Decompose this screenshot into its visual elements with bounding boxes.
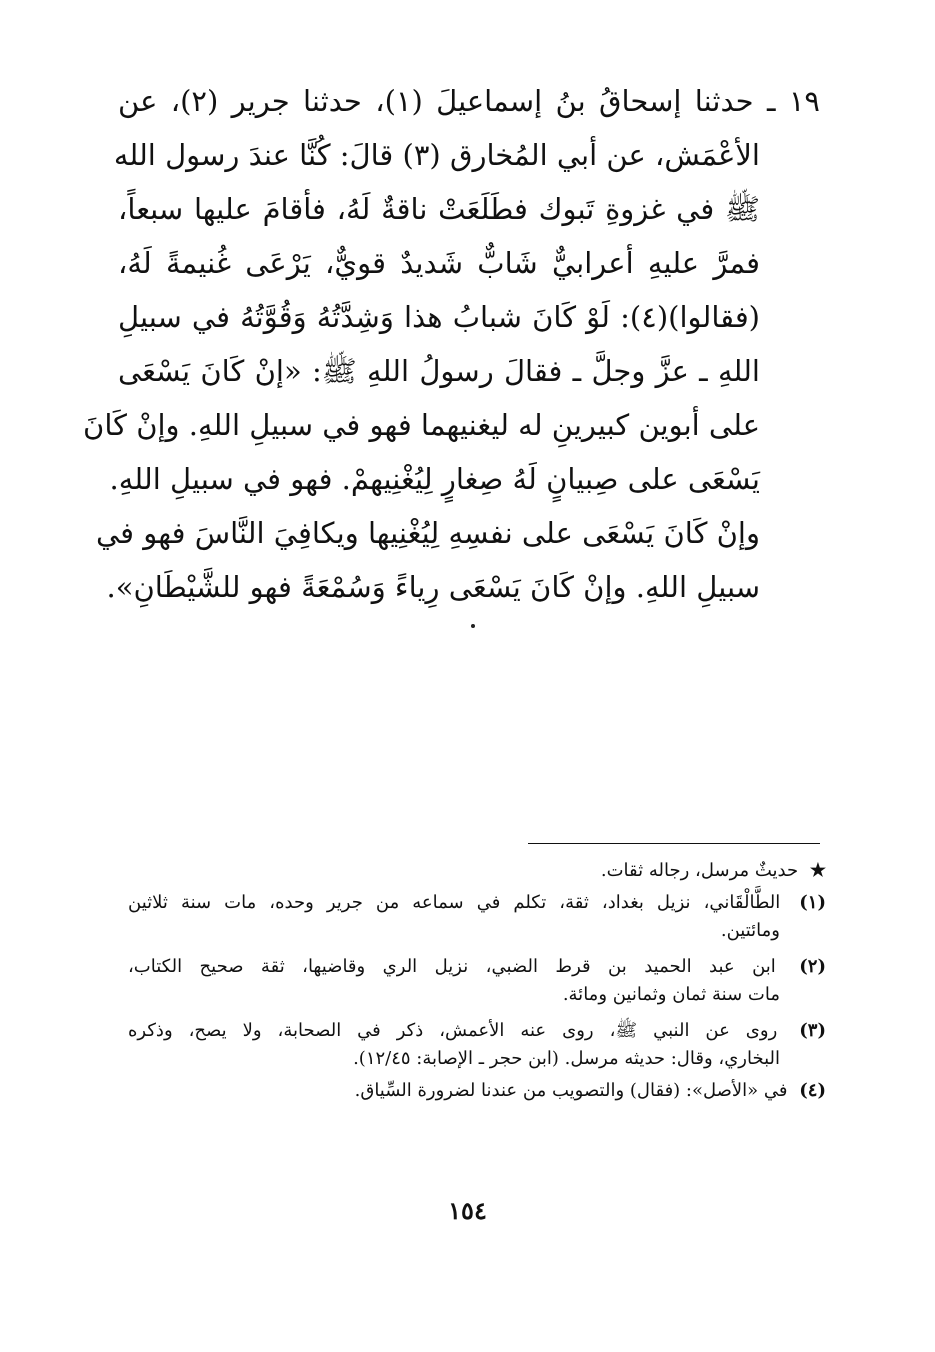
hadith-line: فمرَّ عليهِ أعرابيٌّ شَابٌّ شَديدٌ قويٌّ، يَرْعَى غُنيمةً لَهُ، <box>118 246 760 280</box>
hadith-line: ﷺ في غزوةِ تَبوك فطَلَعَتْ ناقةٌ لَهُ، فأقامَ عليها سبعاً، <box>118 192 760 226</box>
hadith-line: اللهِ ـ عزَّ وجلَّ ـ فقالَ رسولُ اللهِ ﷺ: «إنْ كَانَ يَسْعَى <box>118 354 760 388</box>
footnote-marker: (٢) <box>799 956 826 977</box>
footnote-4 <box>128 1077 826 1105</box>
hadith-line: (فقالوا)(٤): لَوْ كَانَ شبابُ هذا وَشِدَّتُهُ وَقُوَّتُهُ في سبيلِ <box>118 300 760 334</box>
footnote-star <box>128 857 826 885</box>
footnote-text: في «الأصل»: (فقال) والتصويب من عندنا لضرورة السِّياق. <box>354 1080 788 1101</box>
hadith-line: على أبوين كبيرينِ له ليغنيهما فهو في سبيلِ اللهِ. وإنْ كَانَ <box>83 408 760 442</box>
footnote-2-cont: مات سنة ثمان وثمانين ومائة. <box>562 984 780 1005</box>
hadith-line: وإنْ كَانَ يَسْعَى على نفسِهِ لِيُغْنِيها ويكافِيَ النَّاسَ فهو في <box>96 516 760 550</box>
footnote-3-cont: البخاري، وقال: حديثه مرسل. (ابن حجر ـ الإصابة: ١٢/٤٥). <box>353 1048 780 1069</box>
footnote-text: روى عن النبي ﷺ، روى عنه الأعمش، ذكر في الصحابة، ولا يصح، وذكره <box>128 1020 778 1041</box>
hadith-line: يَسْعَى على صِبيانٍ لَهُ صِغارٍ لِيُغْنِيهمْ. فهو في سبيلِ اللهِ. <box>109 462 760 496</box>
page-number: ١٥٤ <box>448 1196 487 1225</box>
footnote-text: الطَّالْقَاني، نزيل بغداد، ثقة، تكلم في سماعه من جرير وحده، مات سنة ثلاثين <box>128 892 781 913</box>
footnote-marker: (٣) <box>799 1020 826 1041</box>
hadith-line: ١٩ ـ حدثنا إسحاقُ بنُ إسماعيلَ (١)، حدثنا جرير (٢)، عن <box>118 84 820 118</box>
footnote-marker: (١) <box>799 892 826 913</box>
footnote-star-text: حديثٌ مرسل، رجاله ثقات. <box>600 860 799 881</box>
footnotes <box>128 857 826 1105</box>
hadith-text <box>83 74 820 614</box>
footnote-1 <box>128 889 826 917</box>
footnote-marker: (٤) <box>799 1080 826 1101</box>
hadith-line: الأعْمَش، عن أبي المُخارق (٣) قالَ: كُنَّا عندَ رسول الله <box>113 138 760 172</box>
footnote-separator <box>528 843 820 844</box>
hadith-line: سبيلِ اللهِ. وإنْ كَانَ يَسْعَى رِياءً وَسُمْعَةً فهو للشَّيْطَانِ». <box>106 570 760 604</box>
ink-dot <box>471 624 475 628</box>
footnote-3 <box>128 1017 826 1045</box>
star-icon: ★ <box>809 860 826 881</box>
footnote-1-cont: ومائتين. <box>720 920 780 941</box>
footnote-text: ابن عبد الحميد بن قرط الضبي، نزيل الري وقاضيها، ثقة صحيح الكتاب، <box>128 956 776 977</box>
footnote-2 <box>128 953 826 981</box>
